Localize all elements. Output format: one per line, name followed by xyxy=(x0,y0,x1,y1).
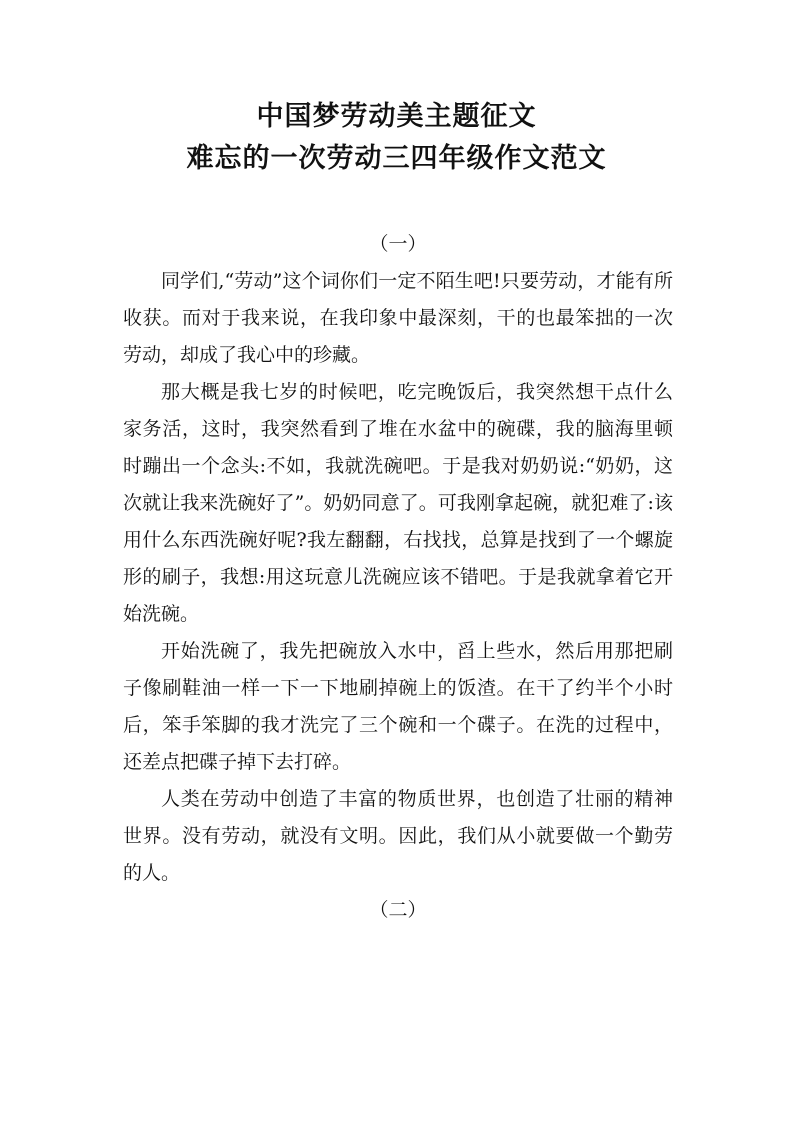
paragraph-3: 开始洗碗了，我先把碗放入水中，舀上些水，然后用那把刷子像刷鞋油一样一下一下地刷掉碗上的饭渣。在干了约半个小时后，笨手笨脚的我才洗完了三个碗和一个碟子。在洗的过程中，还差点把碟子掉下去打碎。 xyxy=(123,640,673,773)
sub-title: 难忘的一次劳动三四年级作文范文 xyxy=(186,143,607,174)
paragraph-4: 人类在劳动中创造了丰富的物质世界，也创造了壮丽的精神世界。没有劳动，就没有文明。因此，我们从小就要做一个勤劳的人。 xyxy=(123,788,673,884)
document-body xyxy=(123,226,673,929)
main-title: 中国梦劳动美主题征文 xyxy=(256,101,537,132)
section-marker-1: （一） xyxy=(369,233,427,255)
title-block xyxy=(0,96,793,180)
paragraph-2: 那大概是我七岁的时候吧，吃完晚饭后，我突然想干点什么家务活，这时，我突然看到了堆在水盆中的碗碟，我的脑海里顿时蹦出一个念头:不如，我就洗碗吧。于是我对奶奶说:“奶奶，这次就让我来洗碗好了”。奶奶同意了。可我刚拿起碗，就犯难了:该用什么东西洗碗好呢?我左翻翻，右找找，总算是找到了一个螺旋形的刷子，我想:用这玩意儿洗碗应该不错吧。于是我就拿着它开始洗碗。 xyxy=(123,381,673,625)
paragraph-1: 同学们,“劳动”这个词你们一定不陌生吧!只要劳动，才能有所收获。而对于我来说，在我印象中最深刻，干的也最笨拙的一次劳动，却成了我心中的珍藏。 xyxy=(123,270,673,366)
section-marker-2: （二） xyxy=(369,899,427,921)
